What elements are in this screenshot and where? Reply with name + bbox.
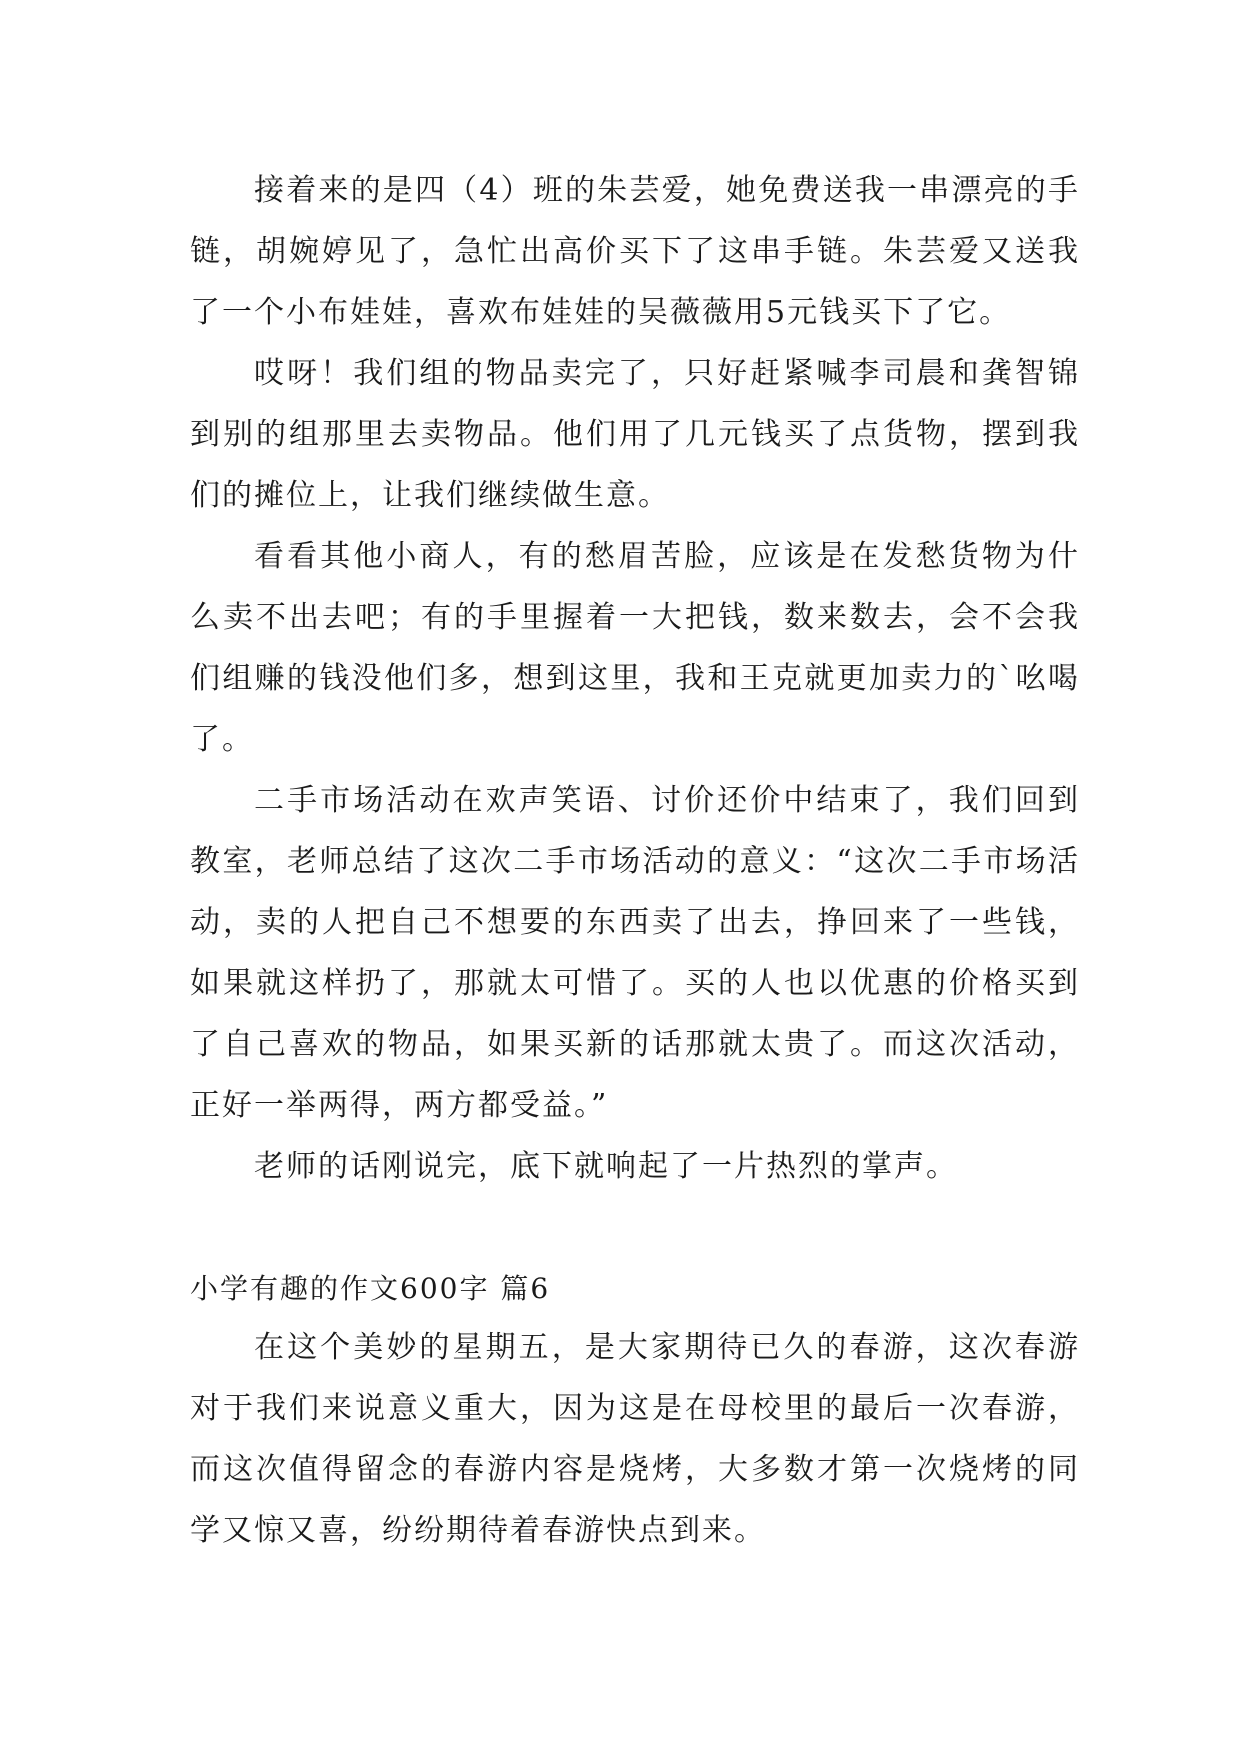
paragraph-other-merchants: 看看其他小商人，有的愁眉苦脸，应该是在发愁货物为什么卖不出去吧；有的手里握着一大把钱，数来数去，会不会我们组赚的钱没他们多，想到这里，我和王克就更加卖力的`吆喝了。 bbox=[190, 539, 1080, 757]
paragraph-sold-out: 哎呀！我们组的物品卖完了，只好赶紧喊李司晨和龚智锦到别的组那里去卖物品。他们用了几元钱买了点货物，摆到我们的摊位上，让我们继续做生意。 bbox=[190, 356, 1080, 513]
paragraph-spring-outing: 在这个美妙的星期五，是大家期待已久的春游，这次春游对于我们来说意义重大，因为这是在母校里的最后一次春游，而这次值得留念的春游内容是烧烤，大多数才第一次烧烤的同学又惊又喜，纷纷期待着春游快点到来。 bbox=[190, 1330, 1080, 1548]
paragraph-teacher-summary: 二手市场活动在欢声笑语、讨价还价中结束了，我们回到教室，老师总结了这次二手市场活动的意义：“这次二手市场活动，卖的人把自己不想要的东西卖了出去，挣回来了一些钱，如果就这样扔了，那就太可惜了。买的人也以优惠的价格买到了自己喜欢的物品，如果买新的话那就太贵了。而这次活动，正好一举两得，两方都受益。” bbox=[190, 783, 1080, 1123]
paragraph-applause: 老师的话刚说完，底下就响起了一片热烈的掌声。 bbox=[254, 1149, 958, 1184]
paragraph-bracelet-doll: 接着来的是四（4）班的朱芸爱，她免费送我一串漂亮的手链，胡婉婷见了，急忙出高价买下了这串手链。朱芸爱又送我了一个小布娃娃，喜欢布娃娃的吴薇薇用5元钱买下了它。 bbox=[190, 173, 1080, 330]
section-heading: 小学有趣的作文600字 篇6 bbox=[190, 1272, 551, 1305]
document-body bbox=[190, 160, 1080, 1561]
